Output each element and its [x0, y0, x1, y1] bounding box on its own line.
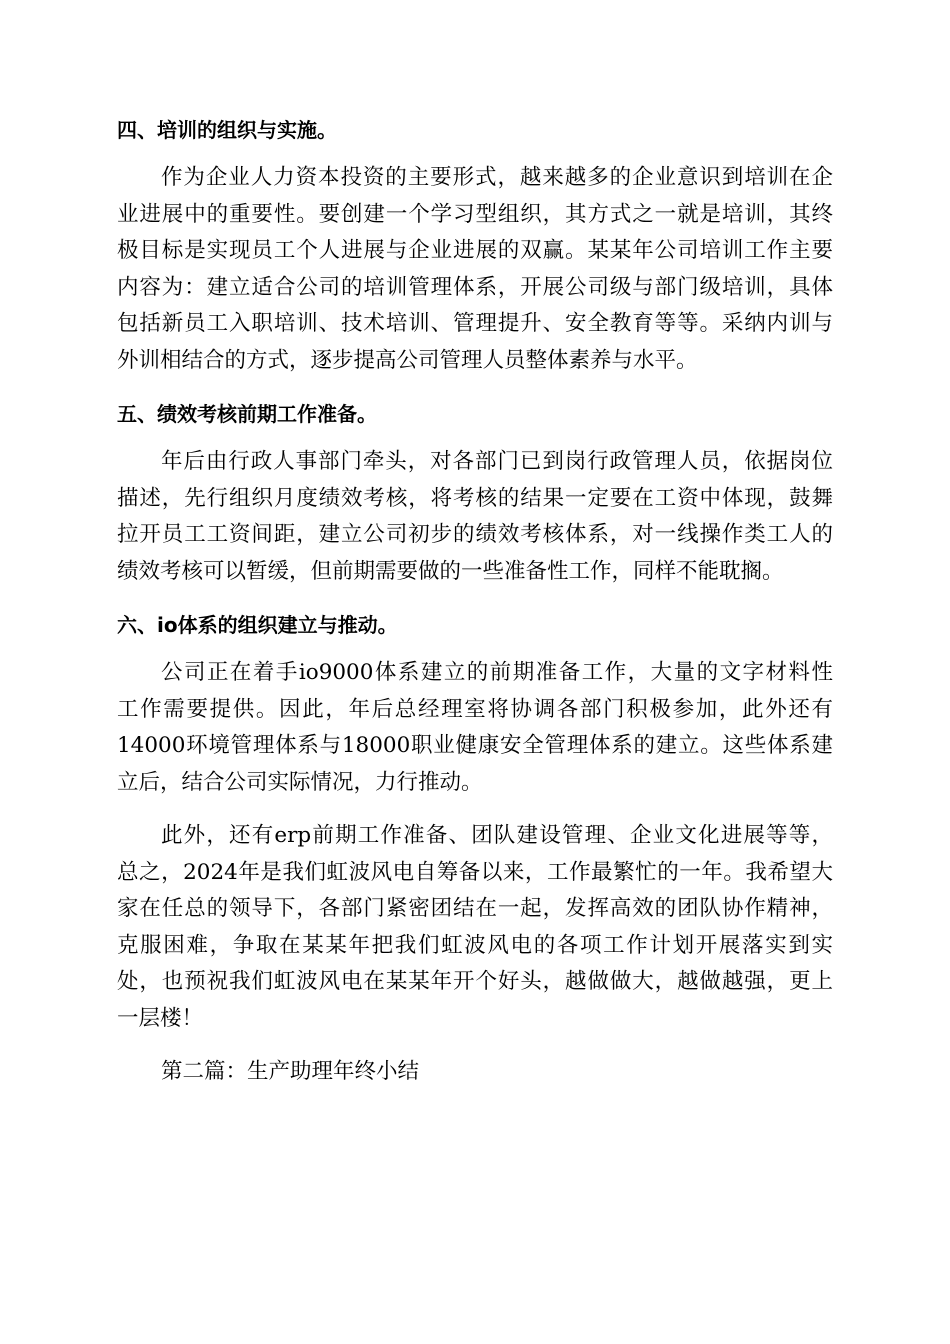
paragraph-io-system — [117, 655, 833, 801]
paragraph-performance — [117, 444, 833, 590]
section-heading-performance: 五、绩效考核前期工作准备。 — [117, 402, 377, 426]
paragraph-line: 总之，2024年是我们虹波风电自筹备以来，工作最繁忙的一年。我希望大 — [117, 859, 833, 885]
paragraph-line: 内容为：建立适合公司的培训管理体系，开展公司级与部门级培训，具体 — [117, 274, 833, 300]
paragraph-line: 14000环境管理体系与18000职业健康安全管理体系的建立。这些体系建 — [117, 733, 833, 758]
paragraph-line: 家在任总的领导下，各部门紧密团结在一起，发挥高效的团队协作精神， — [117, 896, 833, 921]
paragraph-line: 公司正在着手io9000体系建立的前期准备工作，大量的文字材料性 — [161, 660, 833, 685]
paragraph-training — [117, 160, 833, 379]
paragraph-line: 拉开员工工资间距，建立公司初步的绩效考核体系，对一线操作类工人的 — [117, 522, 833, 547]
section-heading-training: 四、培训的组织与实施。 — [117, 118, 337, 142]
paragraph-line: 极目标是实现员工个人进展与企业进展的双赢。某某年公司培训工作主要 — [117, 238, 833, 263]
paragraph-line: 业进展中的重要性。要创建一个学习型组织，其方式之一就是培训，其终 — [117, 201, 833, 227]
next-article-title: 第二篇：生产助理年终小结 — [161, 1059, 420, 1084]
document-page — [117, 112, 833, 1091]
paragraph-line: 外训相结合的方式，逐步提高公司管理人员整体素养与水平。 — [117, 347, 698, 373]
paragraph-line: 立后，结合公司实际情况，力行推动。 — [117, 769, 483, 795]
paragraph-line: 绩效考核可以暂缓，但前期需要做的一些准备性工作，同样不能耽搁。 — [117, 558, 784, 584]
section-heading-io-system: 六、io体系的组织建立与推动。 — [117, 613, 398, 637]
paragraph-line: 处，也预祝我们虹波风电在某某年开个好头，越做做大，越做越强，更上 — [117, 969, 833, 994]
paragraph-line: 工作需要提供。因此，年后总经理室将协调各部门积极参加，此外还有 — [117, 696, 833, 722]
paragraph-line: 克服困难，争取在某某年把我们虹波风电的各项工作计划开展落实到实 — [117, 932, 833, 958]
paragraph-line: 作为企业人力资本投资的主要形式，越来越多的企业意识到培训在企 — [161, 165, 833, 190]
paragraph-line: 包括新员工入职培训、技术培训、管理提升、安全教育等等。采纳内训与 — [117, 311, 833, 336]
paragraph-closing — [117, 818, 833, 1037]
paragraph-line: 年后由行政人事部门牵头，对各部门已到岗行政管理人员，依据岗位 — [161, 449, 833, 474]
paragraph-line: 此外，还有erp前期工作准备、团队建设管理、企业文化进展等等， — [161, 823, 833, 848]
paragraph-line: 一层楼！ — [117, 1005, 204, 1031]
paragraph-line: 描述，先行组织月度绩效考核，将考核的结果一定要在工资中体现，鼓舞 — [117, 485, 833, 511]
